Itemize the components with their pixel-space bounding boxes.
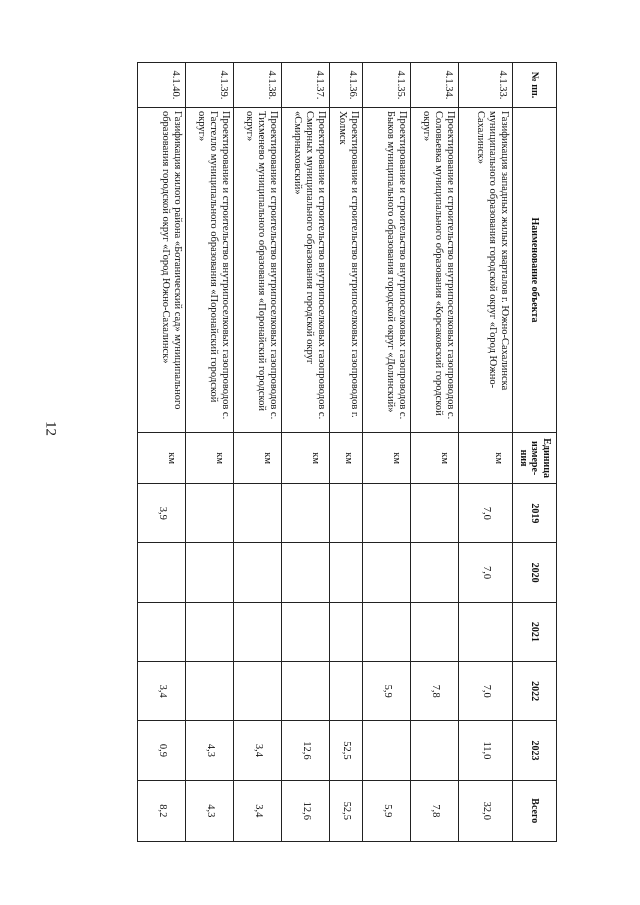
unit-cell: км	[330, 433, 363, 484]
unit-cell: км	[459, 433, 513, 484]
row-number-cell: 4.1.39.	[186, 63, 234, 108]
total-value-cell: 4,3	[186, 780, 234, 841]
total-value-cell: 5,9	[363, 780, 411, 841]
unit-cell: км	[234, 433, 282, 484]
year-value-cell	[186, 484, 234, 543]
year-value-cell: 7,8	[411, 662, 459, 721]
row-number-cell: 4.1.33.	[459, 63, 513, 108]
year-value-cell	[363, 484, 411, 543]
year-value-cell	[330, 484, 363, 543]
unit-cell: км	[186, 433, 234, 484]
year-value-cell	[234, 662, 282, 721]
year-value-cell	[234, 484, 282, 543]
table-row	[138, 63, 186, 842]
row-number-cell: 4.1.35.	[363, 63, 411, 108]
year-value-cell	[282, 543, 330, 602]
year-value-cell: 12,6	[282, 721, 330, 780]
header-total: Всего	[513, 780, 557, 841]
year-value-cell	[411, 602, 459, 661]
total-value-cell: 52,5	[330, 780, 363, 841]
unit-cell: км	[411, 433, 459, 484]
year-value-cell	[411, 484, 459, 543]
year-value-cell	[411, 721, 459, 780]
row-number-cell: 4.1.37.	[282, 63, 330, 108]
row-number-cell: 4.1.38.	[234, 63, 282, 108]
year-value-cell	[330, 543, 363, 602]
object-name-cell: Газификация западных жилых кварталов г. Южно-Сахалинска муниципального образования городской округ «Город Южно-Сахалинск»	[459, 107, 513, 432]
year-value-cell: 4,3	[186, 721, 234, 780]
header-year: 2023	[513, 721, 557, 780]
page-number	[30, 420, 70, 450]
year-value-cell: 0,9	[138, 721, 186, 780]
year-value-cell	[282, 484, 330, 543]
table-row	[234, 63, 282, 842]
total-value-cell: 7,8	[411, 780, 459, 841]
year-value-cell	[459, 602, 513, 661]
objects-table-container	[145, 62, 557, 842]
header-unit: Единица измере-ния	[513, 433, 557, 484]
table-row	[411, 63, 459, 842]
header-no: № пп.	[513, 63, 557, 108]
total-value-cell: 32,0	[459, 780, 513, 841]
header-year: 2021	[513, 602, 557, 661]
table-header-row	[513, 63, 557, 842]
header-year: 2020	[513, 543, 557, 602]
total-value-cell: 3,4	[234, 780, 282, 841]
year-value-cell	[186, 602, 234, 661]
total-value-cell: 12,6	[282, 780, 330, 841]
year-value-cell	[138, 543, 186, 602]
year-value-cell	[186, 543, 234, 602]
year-value-cell	[330, 602, 363, 661]
object-name-cell: Проектирование и строительство внутрипоселковых газопроводов с. Быков муниципального образования городской округ «Долинский»	[363, 107, 411, 432]
objects-table	[137, 62, 557, 842]
year-value-cell	[234, 602, 282, 661]
object-name-cell: Газификация жилого района «Ботанический сад» муниципального образования городской округ «Город Южно-Сахалинск»	[138, 107, 186, 432]
table-row	[363, 63, 411, 842]
header-year: 2022	[513, 662, 557, 721]
year-value-cell: 3,4	[234, 721, 282, 780]
year-value-cell: 11,0	[459, 721, 513, 780]
object-name-cell: Проектирование и строительство внутрипоселковых газопроводов с. Тихменево муниципального образования «Поронайский городской округ»	[234, 107, 282, 432]
page-number-text: 12	[42, 421, 59, 436]
year-value-cell: 7,0	[459, 484, 513, 543]
year-value-cell: 7,0	[459, 543, 513, 602]
header-year: 2019	[513, 484, 557, 543]
year-value-cell	[138, 602, 186, 661]
row-number-cell: 4.1.36.	[330, 63, 363, 108]
table-row	[330, 63, 363, 842]
total-value-cell: 8,2	[138, 780, 186, 841]
object-name-cell: Проектирование и строительство внутрипоселковых газопроводов с. Гастелло муниципального образования «Поронайский городской округ»	[186, 107, 234, 432]
year-value-cell: 3,4	[138, 662, 186, 721]
object-name-cell: Проектирование и строительство внутрипоселковых газопроводов с. Соловьевка муниципального образования «Корсаковский городской округ»	[411, 107, 459, 432]
year-value-cell	[282, 602, 330, 661]
unit-cell: км	[363, 433, 411, 484]
year-value-cell	[234, 543, 282, 602]
header-name: Наименование объекта	[513, 107, 557, 432]
year-value-cell: 7,0	[459, 662, 513, 721]
year-value-cell	[411, 543, 459, 602]
unit-cell: км	[282, 433, 330, 484]
year-value-cell	[186, 662, 234, 721]
year-value-cell	[330, 662, 363, 721]
object-name-cell: Проектирование и строительство внутрипоселковых газопроводов г. Холмск	[330, 107, 363, 432]
row-number-cell: 4.1.34.	[411, 63, 459, 108]
year-value-cell: 5,9	[363, 662, 411, 721]
object-name-cell: Проектирование и строительство внутрипоселковых газопроводов с. Смирных муниципального образования городской округ «Смирныховский»	[282, 107, 330, 432]
year-value-cell: 52,5	[330, 721, 363, 780]
table-row	[282, 63, 330, 842]
year-value-cell	[363, 543, 411, 602]
row-number-cell: 4.1.40.	[138, 63, 186, 108]
year-value-cell	[282, 662, 330, 721]
year-value-cell	[363, 602, 411, 661]
table-row	[459, 63, 513, 842]
table-row	[186, 63, 234, 842]
year-value-cell	[363, 721, 411, 780]
unit-cell: км	[138, 433, 186, 484]
year-value-cell: 3,9	[138, 484, 186, 543]
